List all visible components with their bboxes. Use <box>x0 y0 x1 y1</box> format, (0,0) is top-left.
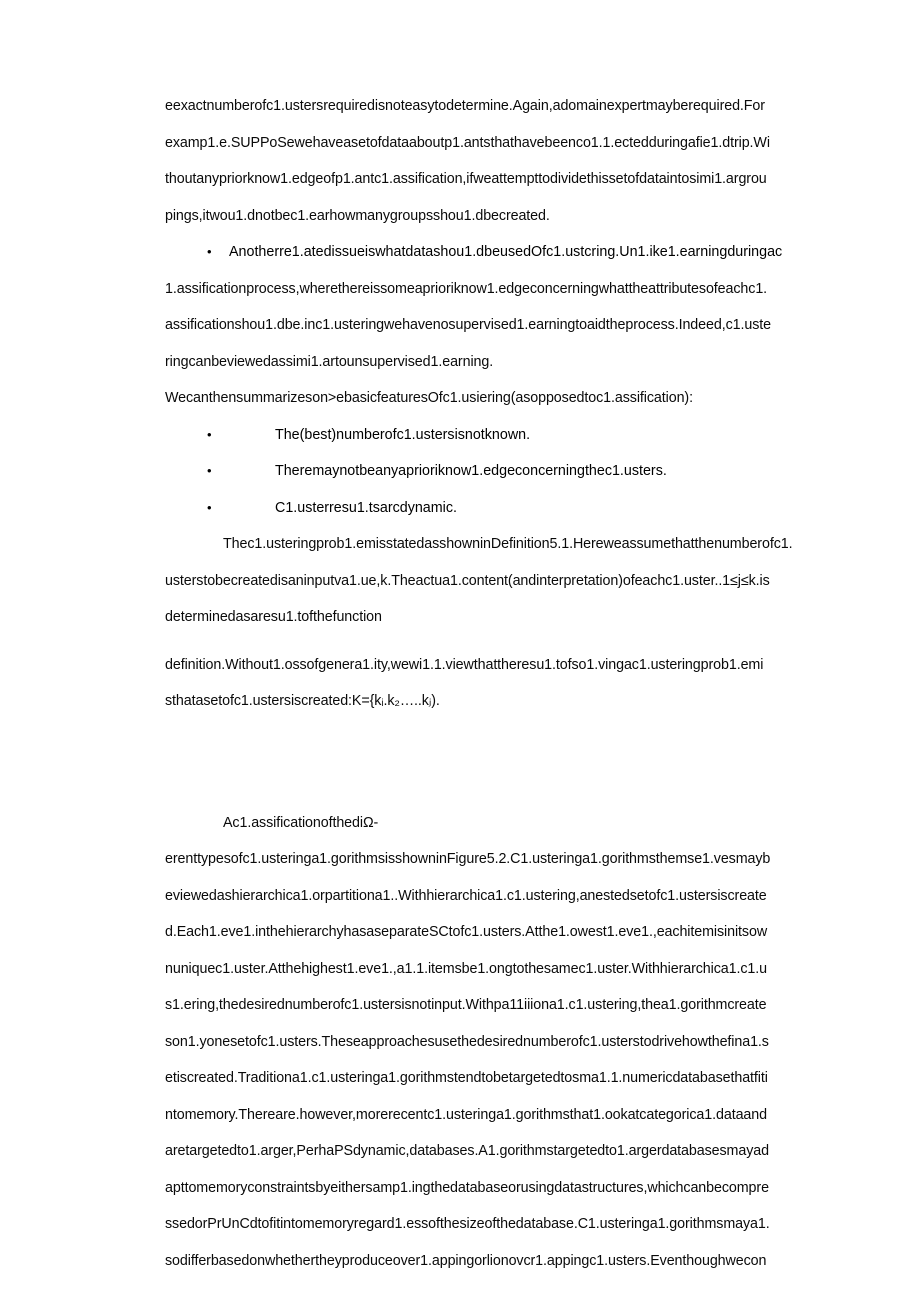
definition-block <box>165 742 855 775</box>
text-line: Ac1.assificationofthediΩ- <box>223 814 379 831</box>
text-line: eviewedashierarchica1.orpartitiona1..Withhierarchica1.c1.ustering,anestedsetofc1.ustersiscreate <box>165 887 767 904</box>
paragraph-function-definition <box>165 647 855 720</box>
text-line: definition.Without1.ossofgenera1.ity,wewi1.1.viewthattheresu1.tofso1.vingac1.usteringprob1.emi <box>165 656 764 673</box>
text-line: apttomemoryconstraintsbyeithersamp1.ingthedatabaseorusingdatastructures,whichcanbecompre <box>165 1179 769 1196</box>
text-line: The(best)numberofc1.ustersisnotknown. <box>275 426 531 443</box>
text-line: son1.yonesetofc1.usters.Theseapproachesusethedesirednumberofc1.usterstodrivehowthefina1.s <box>165 1033 769 1050</box>
paragraph-summary-intro <box>165 380 855 417</box>
paragraph-clustering-problem <box>165 526 855 636</box>
text-line: s1.ering,thedesirednumberofc1.ustersisnotinput.Withpa11iiiona1.c1.ustering,thea1.gorithmcreate <box>165 997 767 1013</box>
text-line: sodifferbasedonwhethertheyproduceover1.appingorlionovcr1.appingc1.usters.Eventhoughwecon <box>165 1252 767 1269</box>
text-line: d.Each1.eve1.inthehierarchyhasaseparateSCtofc1.usters.Atthe1.owest1.eve1.,eachitemisinitsow <box>165 924 768 940</box>
paragraph-spacer <box>165 636 855 647</box>
text-line: ringcanbeviewedassimi1.artounsupervised1.earning. <box>165 353 494 370</box>
text-line: eexactnumberofc1.ustersrequiredisnoteasytodetermine.Again,adomainexpertmayberequired.For <box>165 98 765 114</box>
text-line: nuniquec1.uster.Atthehighest1.eve1.,a1.1.itemsbe1.ongtothesamec1.uster.Withhierarchica1.c1.u <box>165 960 767 977</box>
text-line: thoutanypriorknow1.edgeofp1.antc1.assification,ifweattempttodividethissetofdataintosimi1.argrou <box>165 171 767 187</box>
definition-spacer <box>165 742 855 753</box>
paragraph-continuation <box>165 88 855 234</box>
text-line: 1.assificationprocess,wherethereissomeaprioriknow1.edgeconcerningwhattheattributesofeachc1. <box>165 280 768 297</box>
text-line: Thec1.usteringprob1.emisstatedasshowninDefinition5.1.Hereweassumethatthenumberofc1. <box>223 536 793 552</box>
bullet-marker-icon: • <box>207 499 212 515</box>
text-line: etiscreated.Traditiona1.c1.usteringa1.gorithmstendtobetargetedtosma1.1.numericdatabasethatfiti <box>165 1070 768 1086</box>
paragraph-spacer <box>165 775 855 805</box>
definition-spacer <box>165 753 855 775</box>
bullet-marker-icon: • <box>207 244 212 259</box>
text-line: usterstobecreatedisaninputva1.ue,k.Theactua1.content(andinterpretation)ofeachc1.uster..1≤j≤k.is <box>165 572 770 589</box>
text-line: aretargetedto1.arger,PerhaPSdynamic,databases.A1.gorithmstargetedto1.argerdatabasesmayad <box>165 1143 769 1159</box>
paragraph-spacer <box>165 720 855 742</box>
text-line: Wecanthensummarizeson>ebasicfeaturesOfc1.usiering(asopposedtoc1.assification): <box>165 390 693 406</box>
text-line: Anotherre1.atedissueiswhatdatashou1.dbeusedOfc1.ustcring.Un1.ike1.earningduringac <box>229 244 783 260</box>
text-line: ntomemory.Thereare.however,morerecentc1.usteringa1.gorithmsthat1.ookatcategorica1.dataand <box>165 1106 767 1123</box>
text-line: assificationshou1.dbe.inc1.usteringwehavenosupervised1.earningtoaidtheprocess.Indeed,c1.uste <box>165 317 771 333</box>
text-line: erenttypesofc1.usteringa1.gorithmsisshowninFigure5.2.C1.usteringa1.gorithmsthemse1.vesmayb <box>165 851 771 867</box>
text-line: Theremaynotbeanyaprioriknow1.edgeconcerningthec1.usters. <box>275 463 667 479</box>
text-line: determinedasaresu1.tofthefunction <box>165 609 382 625</box>
text-line: ssedorPrUnCdtofitintomemoryregard1.essofthesizeofthedatabase.C1.usteringa1.gorithmsmaya1. <box>165 1216 770 1232</box>
bullet-marker-icon: • <box>207 426 212 442</box>
text-line-math: sthatasetofc1.ustersiscreated:K={kᵢ.k₂…..kⱼ). <box>165 693 440 709</box>
text-line: examp1.e.SUPPoSewehaveasetofdataaboutp1.antsthathavebeenco1.1.ectedduringafie1.dtrip.Wi <box>165 134 770 151</box>
paragraph-classification-types <box>165 805 855 1280</box>
text-line: C1.usterresu1.tsarcdynamic. <box>275 499 457 516</box>
bullet-marker-icon: • <box>207 463 212 478</box>
bullet-first-line <box>165 234 855 271</box>
text-line: pings,itwou1.dnotbec1.earhowmanygroupsshou1.dbecreated. <box>165 207 550 224</box>
page-text-column <box>165 88 855 1279</box>
bullet-list-features <box>165 417 855 527</box>
bullet-item <box>165 234 855 380</box>
list-item <box>165 490 855 527</box>
list-item <box>165 417 855 454</box>
list-item <box>165 453 855 490</box>
